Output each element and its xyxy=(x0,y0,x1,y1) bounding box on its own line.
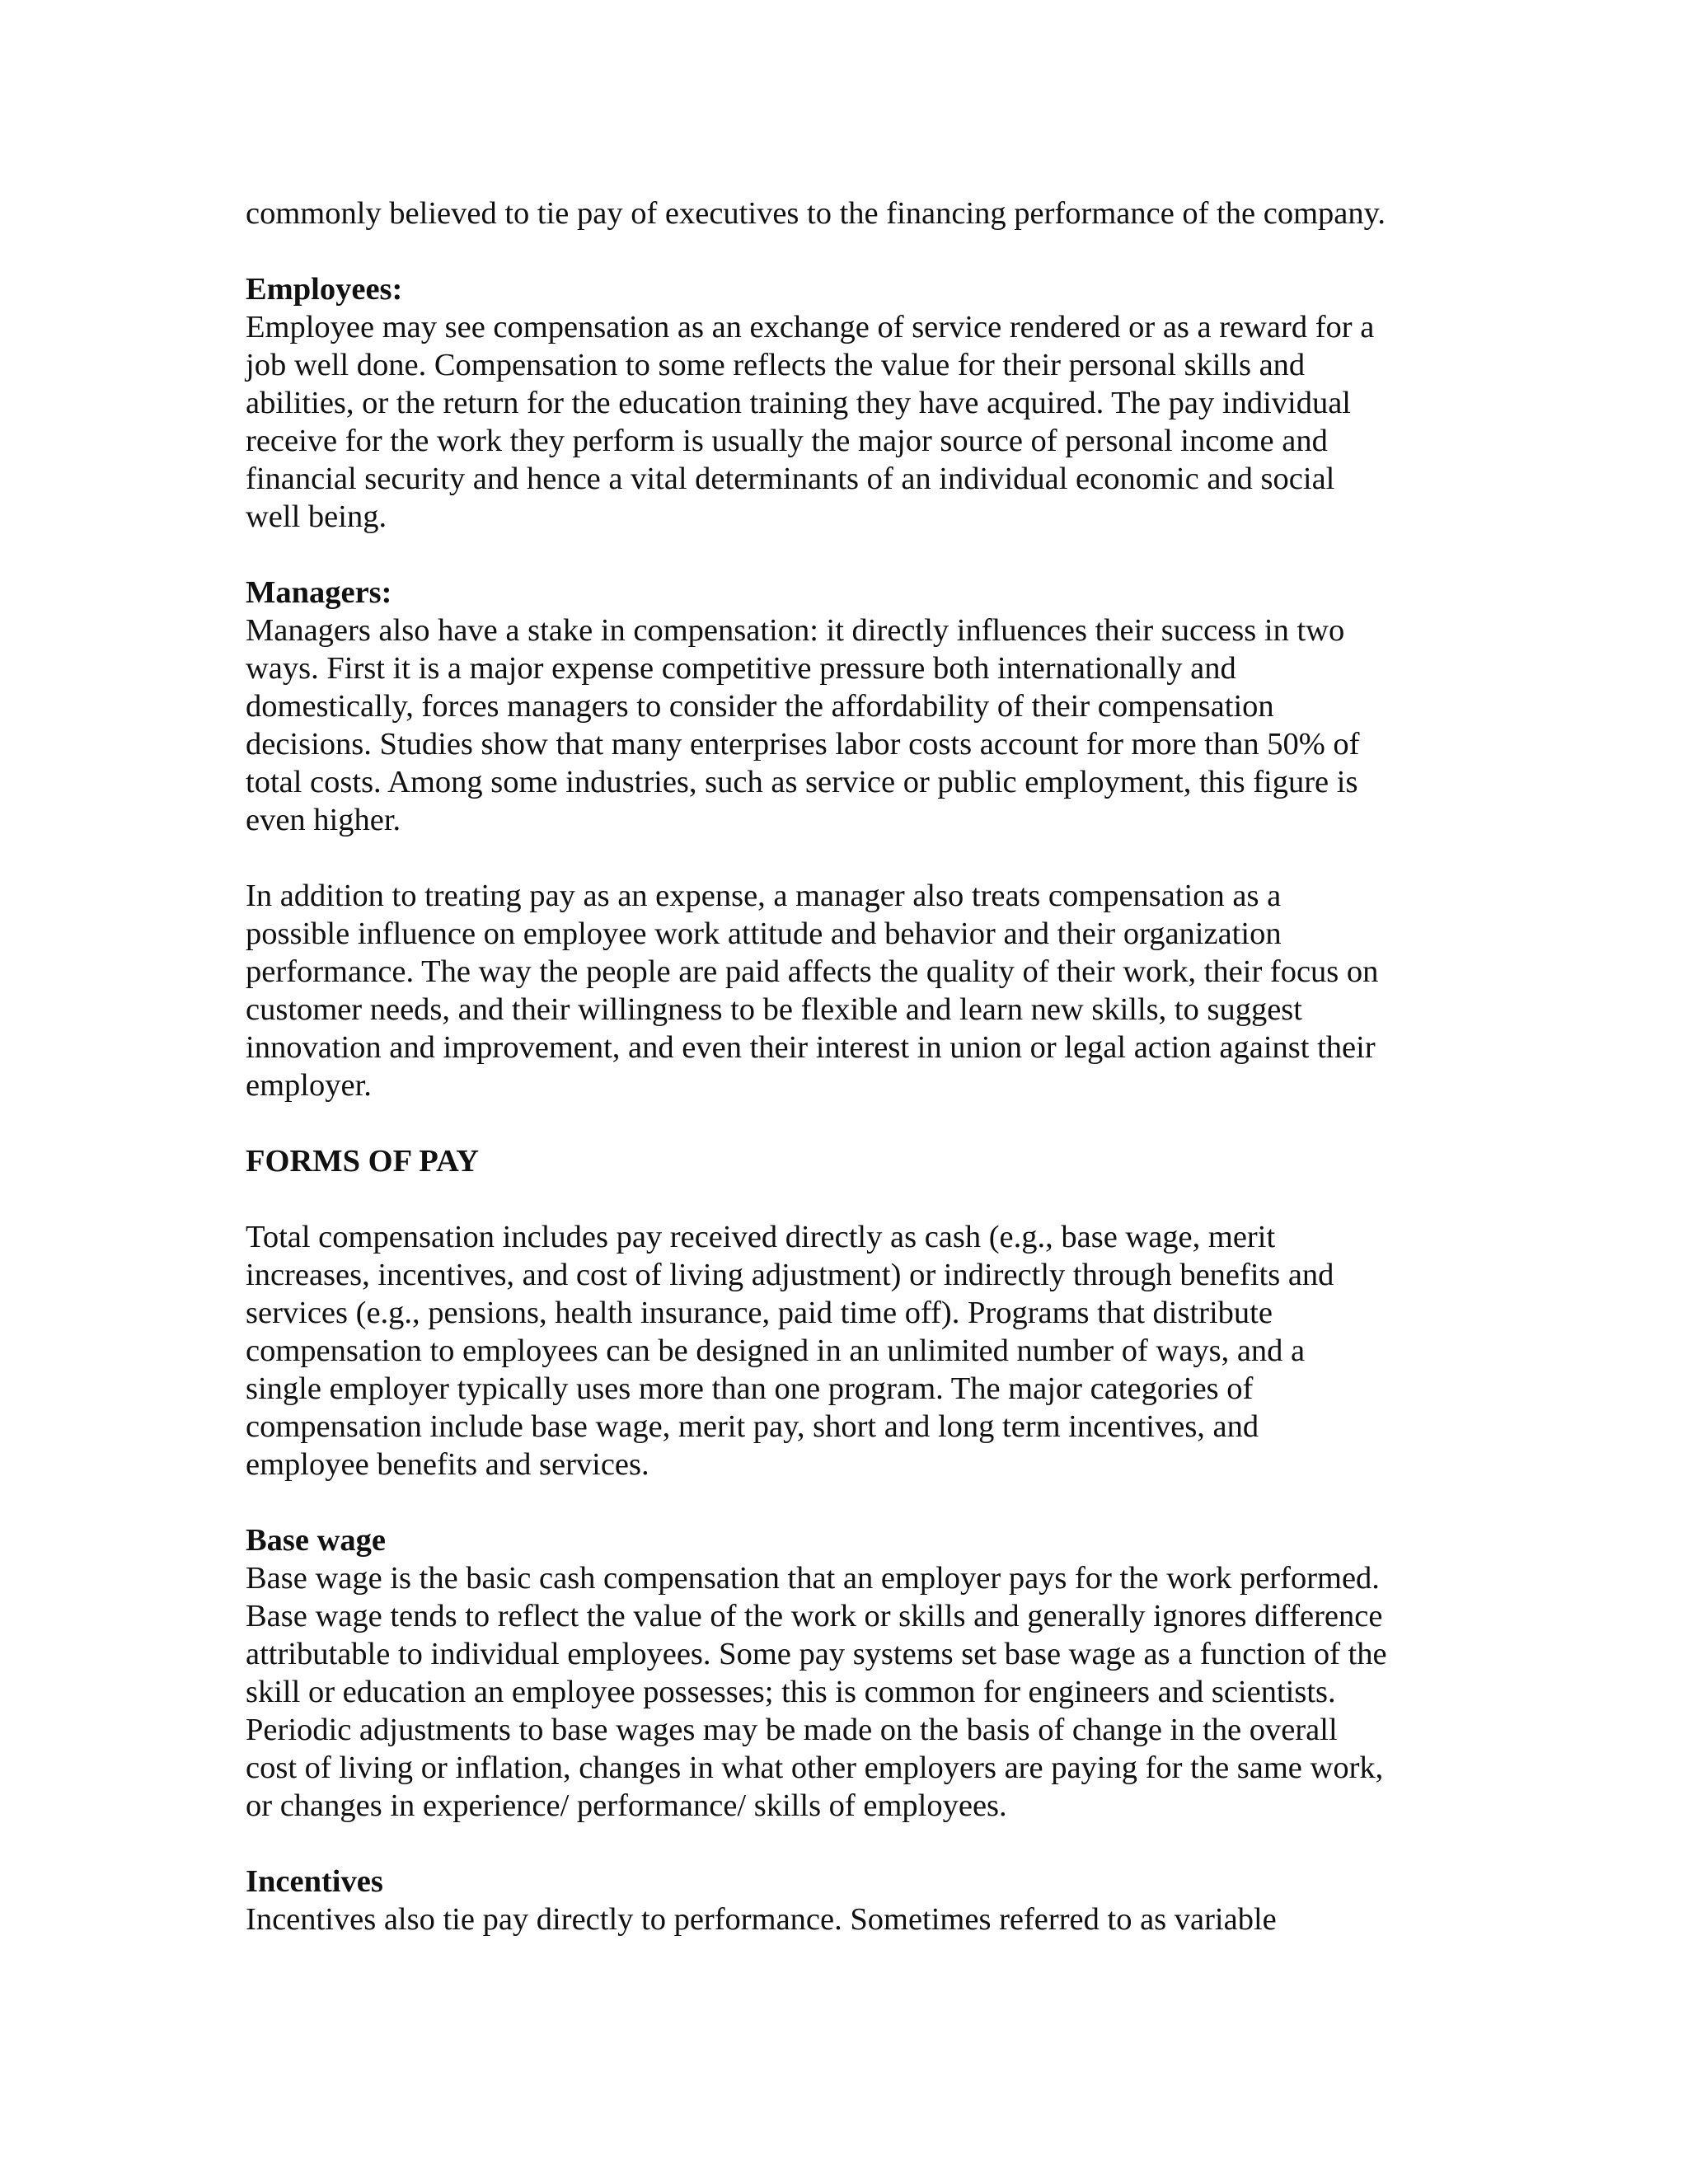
text-line: services (e.g., pensions, health insurance, paid time off). Programs that distribute xyxy=(246,1296,1273,1330)
paragraph-gap xyxy=(246,1825,1449,1863)
text-line: attributable to individual employees. Some pay systems set base wage as a function of the xyxy=(246,1637,1387,1671)
text-line: employee benefits and services. xyxy=(246,1447,649,1482)
paragraph-gap xyxy=(246,1180,1449,1218)
document-body xyxy=(246,194,1449,1938)
text-line: Total compensation includes pay received directly as cash (e.g., base wage, merit xyxy=(246,1220,1276,1254)
text-line: Base wage tends to reflect the value of the work or skills and generally ignores difference xyxy=(246,1599,1383,1633)
paragraph-gap xyxy=(246,1483,1449,1521)
text-line: Managers also have a stake in compensation: it directly influences their success in two xyxy=(246,613,1345,648)
employees-heading: Employees: xyxy=(246,272,403,307)
text-line: skill or education an employee possesses; this is common for engineers and scientists. xyxy=(246,1675,1336,1709)
text-line: even higher. xyxy=(246,803,401,837)
text-line: single employer typically uses more than one program. The major categories of xyxy=(246,1371,1254,1406)
text-line: abilities, or the return for the education training they have acquired. The pay individual xyxy=(246,386,1351,420)
incentives-heading: Incentives xyxy=(246,1864,383,1899)
managers-paragraph-2 xyxy=(246,877,1449,1104)
intro-paragraph xyxy=(246,194,1449,232)
text-line: employer. xyxy=(246,1068,372,1103)
text-line: innovation and improvement, and even their interest in union or legal action against their xyxy=(246,1030,1376,1065)
forms-of-pay-section xyxy=(246,1142,1449,1483)
text-line: domestically, forces managers to consider the affordability of their compensation xyxy=(246,689,1274,724)
text-line: commonly believed to tie pay of executives to the financing performance of the company. xyxy=(246,196,1386,231)
text-line: or changes in experience/ performance/ skills of employees. xyxy=(246,1788,1007,1823)
text-line: cost of living or inflation, changes in what other employers are paying for the same work, xyxy=(246,1750,1384,1785)
text-line: Base wage is the basic cash compensation that an employer pays for the work performed. xyxy=(246,1561,1380,1596)
text-line: total costs. Among some industries, such as service or public employment, this figure is xyxy=(246,765,1358,799)
text-line: job well done. Compensation to some reflects the value for their personal skills and xyxy=(246,348,1306,382)
managers-section xyxy=(246,574,1449,839)
text-line: compensation include base wage, merit pay, short and long term incentives, and xyxy=(246,1409,1259,1444)
text-line: decisions. Studies show that many enterprises labor costs account for more than 50% of xyxy=(246,727,1360,762)
paragraph-gap xyxy=(246,839,1449,877)
text-line: well being. xyxy=(246,499,387,534)
text-line: compensation to employees can be designed in an unlimited number of ways, and a xyxy=(246,1333,1306,1368)
base-wage-section xyxy=(246,1521,1449,1825)
text-line: customer needs, and their willingness to be flexible and learn new skills, to suggest xyxy=(246,992,1302,1027)
base-wage-heading: Base wage xyxy=(246,1523,387,1558)
paragraph-gap xyxy=(246,1104,1449,1142)
text-line: Periodic adjustments to base wages may be made on the basis of change in the overall xyxy=(246,1713,1338,1747)
text-line: ways. First it is a major expense competitive pressure both internationally and xyxy=(246,651,1236,686)
paragraph-gap xyxy=(246,536,1449,574)
text-line: receive for the work they perform is usually the major source of personal income and xyxy=(246,424,1328,458)
managers-heading: Managers: xyxy=(246,575,392,610)
employees-section xyxy=(246,270,1449,536)
text-line: Incentives also tie pay directly to performance. Sometimes referred to as variable xyxy=(246,1902,1277,1937)
incentives-section xyxy=(246,1863,1449,1938)
text-line: In addition to treating pay as an expense, a manager also treats compensation as a xyxy=(246,879,1282,913)
text-line: Employee may see compensation as an exchange of service rendered or as a reward for a xyxy=(246,310,1375,344)
text-line: possible influence on employee work attitude and behavior and their organization xyxy=(246,916,1282,951)
text-line: performance. The way the people are paid affects the quality of their work, their focus on xyxy=(246,954,1379,989)
text-line: financial security and hence a vital determinants of an individual economic and social xyxy=(246,462,1335,496)
text-line: increases, incentives, and cost of living adjustment) or indirectly through benefits and xyxy=(246,1258,1334,1292)
forms-of-pay-heading: FORMS OF PAY xyxy=(246,1144,480,1179)
paragraph-gap xyxy=(246,232,1449,270)
